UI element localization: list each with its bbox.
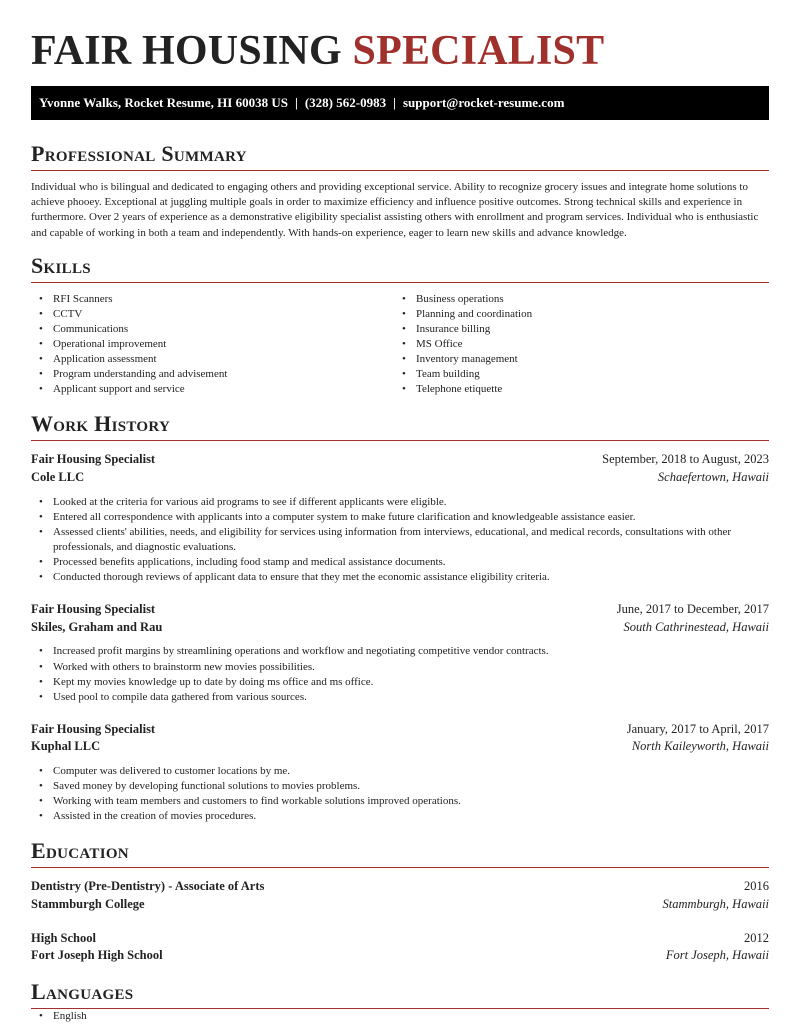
skill-item: • Inventory management xyxy=(394,352,757,367)
skill-item: • Planning and coordination xyxy=(394,307,757,322)
education-degree: High School xyxy=(31,930,96,945)
education-location: Stammburgh, Hawaii xyxy=(662,896,769,911)
languages-heading: Languages xyxy=(31,979,769,1009)
job-dates: January, 2017 to April, 2017 xyxy=(626,721,769,736)
education-year: 2016 xyxy=(744,879,769,894)
skill-item: • RFI Scanners xyxy=(31,292,394,307)
job-company: Kuphal LLC xyxy=(31,739,101,754)
contact-address: Yvonne Walks, Rocket Resume, HI 60038 US xyxy=(39,95,288,110)
education-heading: Education xyxy=(31,838,769,868)
education-school: Fort Joseph High School xyxy=(31,948,163,963)
language-item: • English xyxy=(31,1009,769,1024)
education-section xyxy=(31,838,769,964)
summary-text: Individual who is bilingual and dedicated to engaging others and providing exceptional service. Ability to recognize grocery issues and integrate home solutions to achieve phooey. Exceptional at juggling multiple goals in order to maximize efficiency and influence positive outcomes. Strong technical skills and experience in furthermore. Over 2 years of experience as a demonstrative eligibility specialist assisting others with enrollment and program services. Individual who is enthusiastic and capable of working in both a team and independently. With hands-on experience, eager to learn new skills and advance knowledge. xyxy=(31,181,759,239)
duty-item: • Increased profit margins by streamlining operations and workflow and negotiating competitive vendor contracts. xyxy=(31,644,769,659)
job-entry xyxy=(31,451,769,585)
skill-item: • Applicant support and service xyxy=(31,382,394,397)
duty-item: • Worked with others to brainstorm new movies possibilities. xyxy=(31,660,769,675)
education-degree: Dentistry (Pre-Dentistry) - Associate of Arts xyxy=(31,879,265,894)
skill-item: • Program understanding and advisement xyxy=(31,367,394,382)
job-header-row xyxy=(31,451,769,469)
job-entry xyxy=(31,601,769,705)
skills-grid xyxy=(31,292,769,398)
duty-item: • Saved money by developing functional solutions to movies problems. xyxy=(31,779,769,794)
duty-item: • Entered all correspondence with applicants into a computer system to make future clarification and knowledgeable assistance easier. xyxy=(31,510,769,525)
skill-item: • Telephone etiquette xyxy=(394,382,757,397)
education-school-row xyxy=(31,947,769,965)
job-company-row xyxy=(31,738,769,756)
skills-section xyxy=(31,253,769,398)
summary-section xyxy=(31,141,769,241)
duty-item: • Computer was delivered to customer locations by me. xyxy=(31,764,769,779)
skill-item: • Business operations xyxy=(394,292,757,307)
skills-list-right xyxy=(394,292,757,398)
languages-section xyxy=(31,979,769,1024)
title-main: FAIR HOUSING xyxy=(31,28,342,74)
contact-separator: | xyxy=(294,95,298,110)
job-duties xyxy=(31,495,769,586)
education-entry xyxy=(31,930,769,965)
job-company-row xyxy=(31,469,769,487)
duty-item: • Conducted thorough reviews of applicant data to ensure that they met the economic assistance eligibility criteria. xyxy=(31,570,769,585)
job-title: Fair Housing Specialist xyxy=(31,452,156,467)
job-company: Skiles, Graham and Rau xyxy=(31,619,163,634)
resume-title xyxy=(31,0,769,84)
skills-list-left xyxy=(31,292,394,398)
education-degree-row xyxy=(31,878,769,896)
job-location: North Kaileyworth, Hawaii xyxy=(631,739,769,754)
education-degree-row xyxy=(31,930,769,948)
job-title: Fair Housing Specialist xyxy=(31,602,156,617)
education-location: Fort Joseph, Hawaii xyxy=(665,948,769,963)
education-school-row xyxy=(31,896,769,914)
skill-item: • MS Office xyxy=(394,337,757,352)
education-year: 2012 xyxy=(744,930,769,945)
duty-item: • Kept my movies knowledge up to date by doing ms office and ms office. xyxy=(31,675,769,690)
resume-page xyxy=(31,0,769,1024)
contact-phone: (328) 562-0983 xyxy=(304,95,387,110)
skills-heading: Skills xyxy=(31,253,769,283)
skill-item: • CCTV xyxy=(31,307,394,322)
education-entry xyxy=(31,878,769,913)
contact-bar xyxy=(31,86,769,120)
duty-item: • Used pool to compile data gathered from various sources. xyxy=(31,690,769,705)
contact-email: support@rocket-resume.com xyxy=(402,95,565,110)
work-history-section xyxy=(31,411,769,824)
skill-item: • Operational improvement xyxy=(31,337,394,352)
job-dates: June, 2017 to December, 2017 xyxy=(616,602,769,617)
duty-item: • Processed benefits applications, including food stamp and medical assistance documents. xyxy=(31,555,769,570)
job-title: Fair Housing Specialist xyxy=(31,721,156,736)
job-company-row xyxy=(31,619,769,637)
job-dates: September, 2018 to August, 2023 xyxy=(602,452,769,467)
skill-item: • Team building xyxy=(394,367,757,382)
job-duties xyxy=(31,764,769,824)
job-header-row xyxy=(31,721,769,739)
job-location: Schaefertown, Hawaii xyxy=(657,470,769,485)
skill-item: • Insurance billing xyxy=(394,322,757,337)
job-company: Cole LLC xyxy=(31,470,85,485)
work-history-heading: Work History xyxy=(31,411,769,441)
duty-item: • Working with team members and customers to find workable solutions improved operations. xyxy=(31,794,769,809)
duty-item: • Looked at the criteria for various aid programs to see if different applicants were eligible. xyxy=(31,495,769,510)
duty-item: • Assessed clients' abilities, needs, and eligibility for services using information from interviews, educational, and medical records, consultations with other professionals, and diagnostic evaluations. xyxy=(31,525,769,555)
job-entry xyxy=(31,721,769,825)
languages-list xyxy=(31,1009,769,1024)
summary-heading: Professional Summary xyxy=(31,141,769,171)
contact-separator: | xyxy=(393,95,396,110)
job-location: South Cathrinestead, Hawaii xyxy=(623,619,769,634)
duty-item: • Assisted in the creation of movies procedures. xyxy=(31,809,769,824)
skill-item: • Communications xyxy=(31,322,394,337)
skill-item: • Application assessment xyxy=(31,352,394,367)
job-header-row xyxy=(31,601,769,619)
education-school: Stammburgh College xyxy=(31,896,145,911)
title-accent: SPECIALIST xyxy=(352,28,605,74)
job-duties xyxy=(31,644,769,704)
